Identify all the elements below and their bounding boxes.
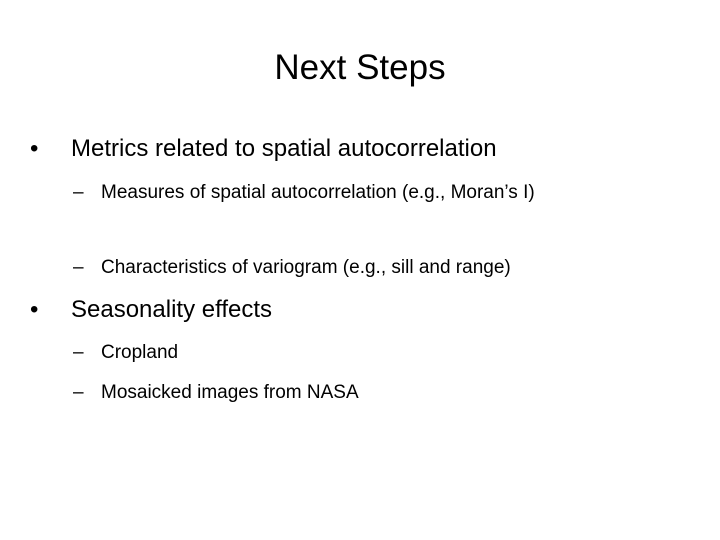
sub-bullet-marker: –	[73, 257, 84, 278]
sub-bullet-text: Mosaicked images from NASA	[101, 382, 359, 403]
sub-bullet-marker: –	[73, 182, 84, 203]
bullet-item	[30, 295, 272, 325]
bullet-marker: •	[30, 135, 39, 162]
sub-bullet-text: Characteristics of variogram (e.g., sill and range)	[101, 257, 511, 278]
slide-title: Next Steps	[274, 48, 446, 87]
bullet-marker: •	[30, 296, 39, 323]
sub-bullet-item	[73, 337, 693, 368]
sub-bullet-text: Cropland	[101, 342, 179, 363]
sub-bullet-text: Measures of spatial autocorrelation (e.g., Moran’s I)	[101, 182, 535, 203]
sub-bullet-item	[73, 177, 673, 208]
bullet-text: Seasonality effects	[71, 296, 273, 323]
sub-bullet-marker: –	[73, 382, 84, 403]
bullet-item	[30, 134, 497, 164]
sub-bullet-item	[73, 377, 693, 408]
bullet-text: Metrics related to spatial autocorrelation	[71, 135, 497, 162]
sub-bullet-item	[73, 252, 693, 283]
sub-bullet-marker: –	[73, 342, 84, 363]
